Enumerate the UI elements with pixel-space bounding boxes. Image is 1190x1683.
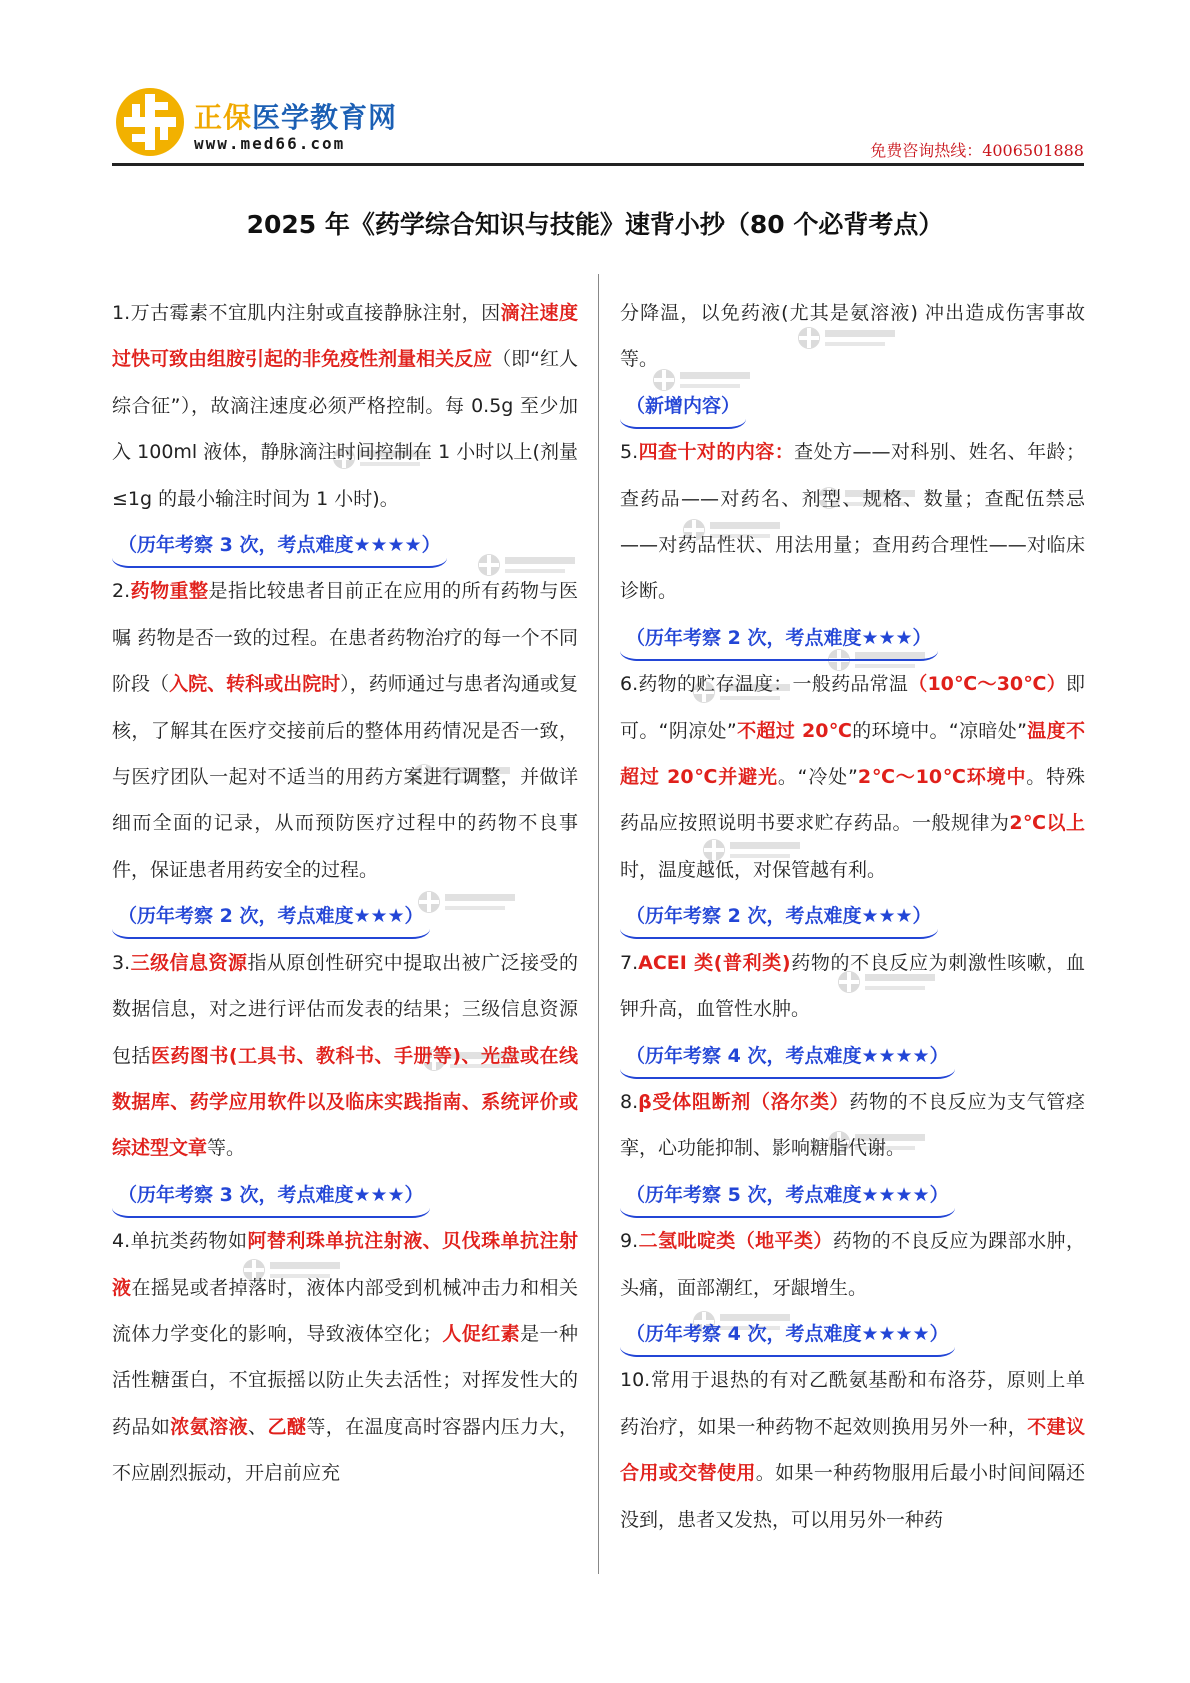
brand-name: 正保医学教育网: [194, 101, 398, 134]
point-5: 5.四查十对的内容：查处方——对科别、姓名、年龄；查药品——对药名、剂型、规格、数量；查配伍禁忌——对药品性状、用法用量；查用药合理性——对临床诊断。: [620, 441, 1085, 603]
column-divider: [598, 274, 599, 1574]
point-10: 10.常用于退热的有对乙酰氨基酚和布洛芬，原则上单药治疗，如果一种药物不起效则换用另外一种，不建议合用或交替使用。如果一种药物服用后最小时间间隔还没到，患者又发热，可以用另外一种药: [620, 1369, 1085, 1531]
left-column: [112, 290, 578, 1497]
logo-icon: [114, 86, 186, 158]
exam-tag: （历年考察 5 次，考点难度★★★★）: [620, 1172, 1085, 1218]
new-content-tag: （新增内容）: [620, 383, 1085, 429]
exam-tag: （历年考察 3 次，考点难度★★★）: [112, 1172, 578, 1218]
right-column: [620, 290, 1085, 1543]
exam-tag: （历年考察 3 次，考点难度★★★★）: [112, 522, 578, 568]
exam-tag: （历年考察 4 次，考点难度★★★★）: [620, 1033, 1085, 1079]
point-8: 8.β受体阻断剂（洛尔类）药物的不良反应为支气管痉挛，心功能抑制、影响糖脂代谢。: [620, 1090, 1085, 1160]
brand-url: www.med66.com: [194, 134, 346, 153]
exam-tag: （历年考察 4 次，考点难度★★★★）: [620, 1311, 1085, 1357]
exam-tag: （历年考察 2 次，考点难度★★★）: [620, 893, 1085, 939]
point-9: 9.二氢吡啶类（地平类）药物的不良反应为踝部水肿，头痛，面部潮红，牙龈增生。: [620, 1230, 1085, 1299]
point-3: 3.三级信息资源指从原创性研究中提取出被广泛接受的数据信息，对之进行评估而发表的结果；三级信息资源包括医药图书(工具书、教科书、手册等)、光盘或在线数据库、药学应用软件以及临床实践指南、系统评价或综述型文章等。: [112, 951, 578, 1160]
point-7: 7.ACEI 类(普利类)药物的不良反应为刺激性咳嗽，血钾升高，血管性水肿。: [620, 951, 1085, 1021]
page-title: 2025 年《药学综合知识与技能》速背小抄（80 个必背考点）: [246, 210, 944, 239]
exam-tag: （历年考察 2 次，考点难度★★★）: [620, 615, 1085, 661]
point-6: 6.药物的贮存温度：一般药品常温（10℃～30℃）即可。“阴凉处”不超过 20℃的环境中。“凉暗处”温度不超过 20℃并避光。“冷处”2℃～10℃环境中。特殊药品应按照说明书要求贮存药品。一般规律为2℃以上时，温度越低，对保管越有利。: [620, 673, 1085, 881]
point-2: 2.药物重整是指比较患者目前正在应用的所有药物与医嘱 药物是否一致的过程。在患者药物治疗的每一个不同阶段（入院、转科或出院时），药师通过与患者沟通或复核，了解其在医疗交接前后的整体用药情况是否一致，与医疗团队一起对不适当的用药方案进行调整，并做详细而全面的记录，从而预防医疗过程中的药物不良事件，保证患者用药安全的过程。: [112, 580, 578, 881]
page-header: [112, 78, 1084, 166]
point-1: 1.万古霉素不宜肌内注射或直接静脉注射，因滴注速度过快可致由组胺引起的非免疫性剂量相关反应（即“红人综合征”），故滴注速度必须严格控制。每 0.5g 至少加入 100ml 液体，静脉滴注时间控制在 1 小时以上(剂量≤1g 的最小输注时间为 1 小时)。: [112, 302, 578, 510]
point-4-continued: 分降温，以免药液(尤其是氨溶液) 冲出造成伤害事故等。: [620, 302, 1085, 371]
header-rule: [112, 163, 1084, 166]
exam-tag: （历年考察 2 次，考点难度★★★）: [112, 893, 578, 939]
point-4: 4.单抗类药物如阿替利珠单抗注射液、贝伐珠单抗注射液在摇晃或者掉落时，液体内部受到机械冲击力和相关流体力学变化的影响，导致液体空化；人促红素是一种活性糖蛋白，不宜振摇以防止失去活性；对挥发性大的药品如浓氨溶液、乙醚等，在温度高时容器内压力大，不应剧烈振动，开启前应充: [112, 1230, 578, 1485]
hotline: 免费咨询热线：4006501888: [870, 141, 1084, 160]
